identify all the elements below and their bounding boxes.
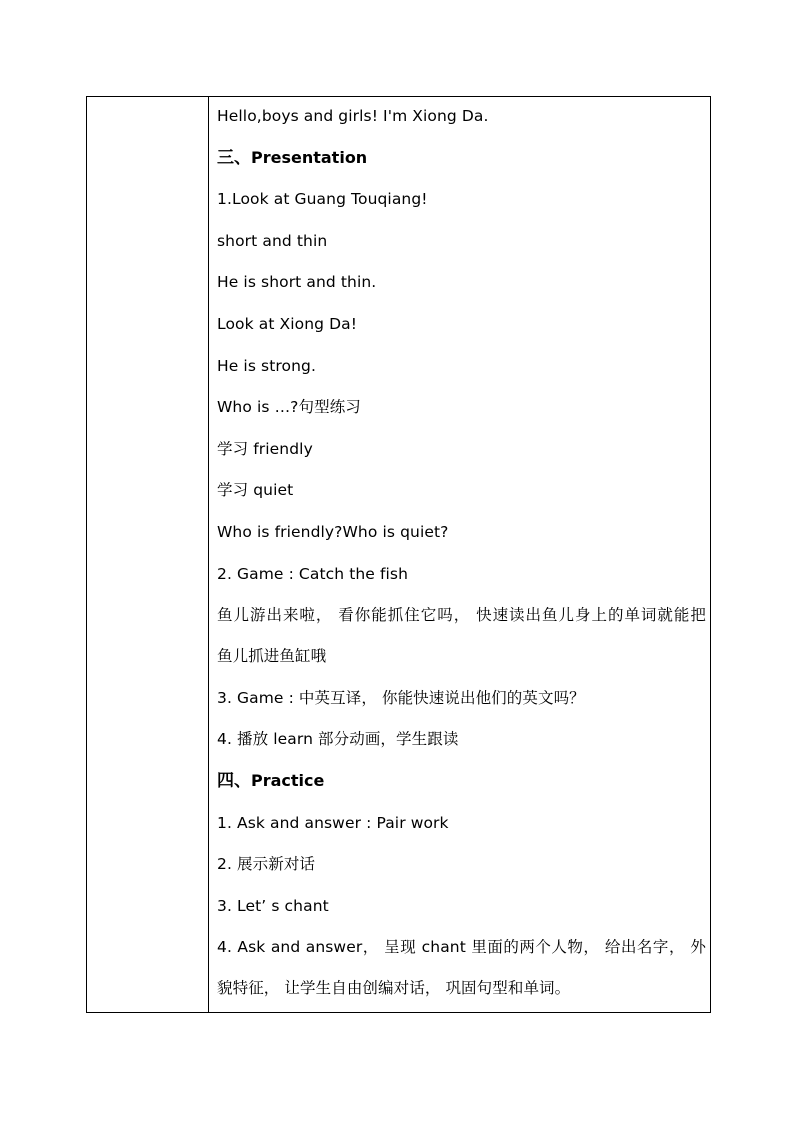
step-line-wrapped: 鱼儿游出来啦， 看你能抓住它吗， 快速读出鱼儿身上的单词就能把 [217,606,706,625]
step-line: Who is …?句型练习 [217,398,361,417]
lesson-plan-table [86,96,711,1013]
step-line: He is short and thin. [217,273,377,292]
practice-line: 3. Let’ s chant [217,896,329,915]
step-line: 2. Game : Catch the fish [217,564,409,583]
practice-line-continuation: 貌特征， 让学生自由创编对话， 巩固句型和单词。 [217,979,571,998]
step-line: Look at Xiong Da! [217,314,358,333]
practice-line: 1. Ask and answer : Pair work [217,813,449,832]
step-line: Who is friendly?Who is quiet? [217,522,449,541]
step-line: short and thin [217,231,328,250]
practice-line-wrapped: 4. Ask and answer， 呈现 chant 里面的两个人物， 给出名字， 外 [217,938,706,957]
greeting-line: Hello,boys and girls! I'm Xiong Da. [217,107,489,125]
step-line-continuation: 鱼儿抓进鱼缸哦 [217,647,327,666]
table-row [87,97,711,1013]
section-heading-practice [217,771,710,791]
step-line: 3. Game : 中英互译， 你能快速说出他们的英文吗？ [217,688,585,707]
content-cell [209,97,711,1013]
left-column-cell [87,97,209,1013]
step-line: 学习 friendly [217,439,313,458]
step-line: He is strong. [217,356,316,375]
heading-text: Presentation [251,147,368,167]
heading-number: 三、 [217,147,251,168]
section-heading-presentation [217,148,710,168]
step-line: 学习 quiet [217,481,294,500]
practice-line: 2. 展示新对话 [217,855,316,874]
step-line: 4. 播放 learn 部分动画，学生跟读 [217,730,459,749]
lesson-content [209,97,710,998]
step-line: 1.Look at Guang Touqiang! [217,190,428,209]
heading-number: 四、 [217,770,251,791]
heading-text: Practice [251,770,325,790]
